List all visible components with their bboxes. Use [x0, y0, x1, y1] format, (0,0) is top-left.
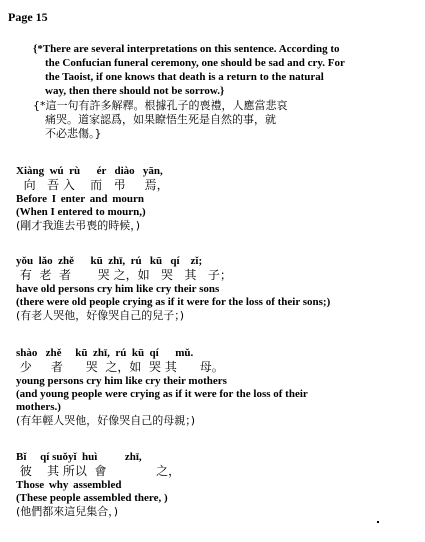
chinese-translation: (有老人哭他，好像哭自己的兒子；)	[16, 309, 185, 322]
gloss-line: have old persons cry him like cry their sons	[16, 283, 220, 295]
verse-block	[16, 346, 416, 428]
translation-line: (When I entered to mourn,)	[16, 206, 146, 218]
note-line-en: way, then there should not be sorrow.}	[45, 85, 225, 97]
hanzi-line: 有 老 者 哭 之，如 哭 其 子；	[16, 268, 232, 282]
hanzi-line: 彼 其 所以 會 之，	[16, 464, 181, 478]
pinyin-line: Xiàng wú rù ér diào yān,	[16, 165, 163, 177]
note-line-zh: 不必悲傷。}	[45, 127, 102, 140]
translation-line: mothers.)	[16, 401, 61, 413]
translation-line: (there were old people crying as if it were for the loss of their sons;)	[16, 296, 331, 308]
chinese-translation: (他們都來這兒集合，)	[16, 505, 119, 518]
verse-block	[16, 450, 416, 519]
note-line-en: the Taoist, if one knows that death is a return to the natural	[45, 71, 324, 83]
gloss-line: young persons cry him like cry their mothers	[16, 375, 227, 387]
note-line-zh: {*這一句有許多解釋。根據孔子的喪禮，人應當悲哀	[33, 99, 288, 112]
pinyin-line: yǒu lǎo zhě kū zhī, rú kū qí zǐ;	[16, 255, 203, 267]
pinyin-line: shào zhě kū zhī, rú kū qí mǔ.	[16, 347, 194, 359]
verse-block	[16, 164, 416, 233]
chinese-translation: (剛才我進去弔喪的時候，)	[16, 219, 141, 232]
chinese-translation: (有年輕人哭他，好像哭自己的母親；)	[16, 414, 196, 427]
translation-line: (These people assembled there, )	[16, 492, 168, 504]
note-line-en: the Confucian funeral ceremony, one should be sad and cry. For	[45, 57, 345, 69]
gloss-line: Before I enter and mourn	[16, 193, 144, 205]
hanzi-line: 向 吾 入 而 弔 焉，	[16, 178, 169, 192]
gloss-line: Those why assembled	[16, 479, 122, 491]
pinyin-line: Bǐ qí suǒyǐ huì zhī,	[16, 451, 142, 463]
note-line-zh: 痛哭。道家認爲，如果瞭悟生死是自然的事，就	[45, 113, 276, 126]
speck-mark	[377, 521, 379, 523]
hanzi-line: 少 者 哭 之，如 哭 其 母。	[16, 360, 224, 374]
translator-note	[33, 42, 418, 141]
note-line-en: {*There are several interpretations on this sentence. According to	[33, 43, 340, 55]
translation-line: (and young people were crying as if it were for the loss of their	[16, 388, 308, 400]
verse-block	[16, 254, 416, 323]
page-number: Page 15	[8, 10, 48, 24]
